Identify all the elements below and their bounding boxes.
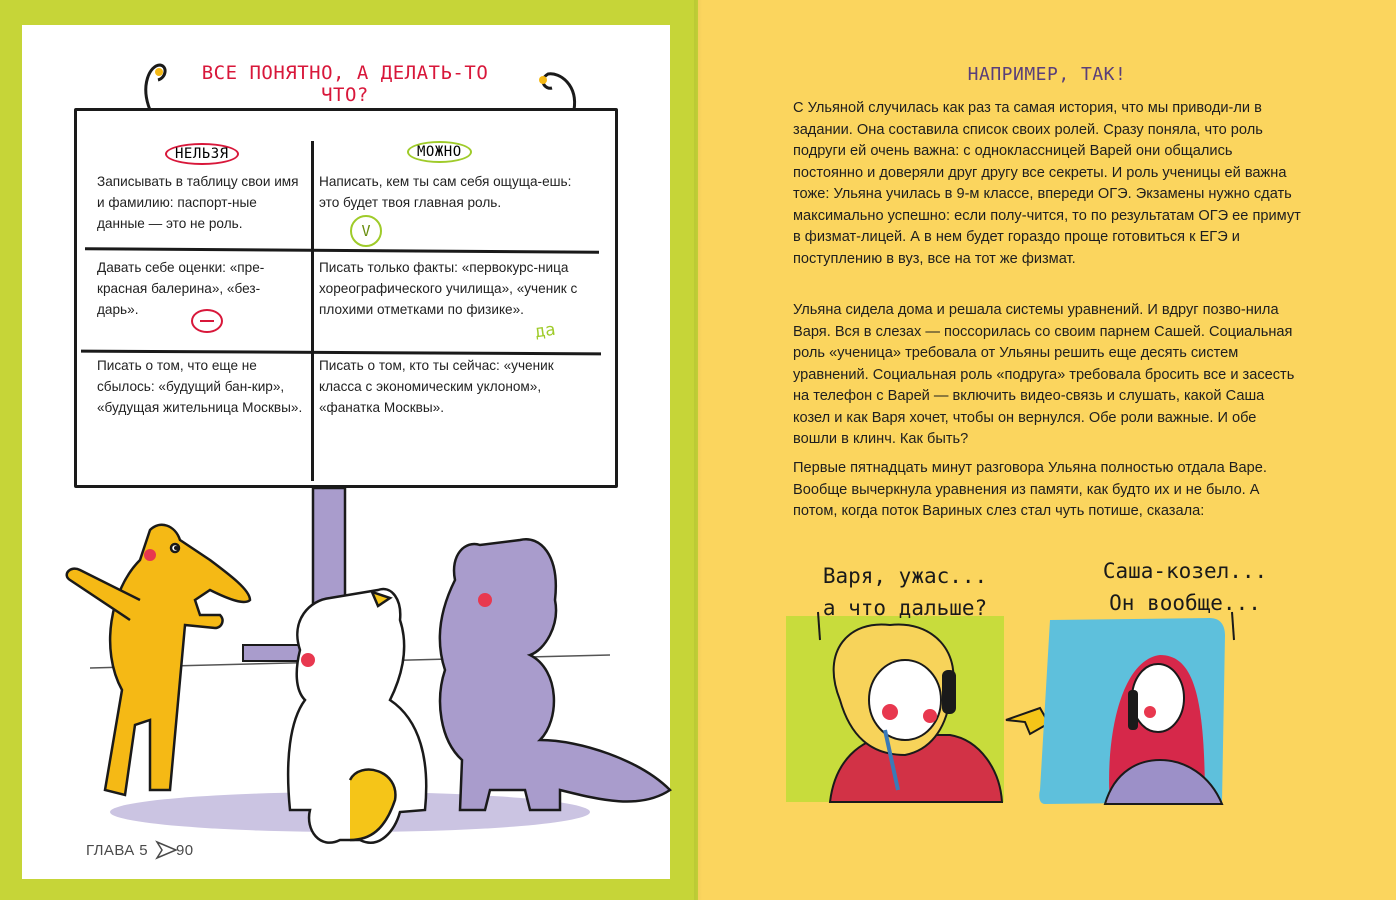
paragraph-1: С Ульяной случилась как раз та самая история, что мы приводи-ли в задании. Она составила список своих ролей. Сразу поняла, что роль подруги ей очень важна: с одноклассницей Варей они общались постоянно и доверяли друг другу все секреты. И роль ученицы ей важна тоже: Ульяна училась в 9-м классе, впереди ОГЭ. Экзамены нужно сдать максимально успешно: если полу-чится, то по результатам ОГЭ ее примут в физмат-лицей. А в нем будет гораздо проще готовиться к ЕГЭ и поступлению в вуз, все на тот же физмат. (793, 100, 1301, 267)
yes-note: да (533, 319, 557, 343)
purple-cat-illustration (440, 539, 670, 810)
column-label-no: НЕЛЬЗЯ (165, 143, 239, 165)
board-divider-vertical (311, 141, 314, 481)
bubble-line: а что дальше? (822, 596, 988, 620)
speech-bubble-varya (1070, 555, 1300, 619)
bubble-line: Он вообще... (1109, 591, 1261, 615)
paragraph-3: Первые пятнадцать минут разговора Ульяна полностью отдала Варе. Вообще вычеркнула уравнения из памяти, как будто их и не было. А потом, когда поток Вариных слез стал чуть потише, сказала: (793, 460, 1267, 519)
rule-yes-1: Написать, кем ты сам себя ощуща-ешь: это будет твоя главная роль. (319, 174, 572, 210)
rules-board (74, 108, 618, 488)
bubble-line: Саша-козел... (1102, 559, 1268, 583)
rule-yes-2: Писать только факты: «первокурс-ница хореографического училища», «ученик с плохими отметками по физике». (319, 260, 578, 317)
dog-illustration (67, 525, 250, 795)
column-label-yes: МОЖНО (407, 141, 472, 163)
paragraph-2: Ульяна сидела дома и решала системы уравнений. И вдруг позво-нила Варя. Вся в слезах — поссорилась со своим парнем Сашей. Социальная роль «ученица» требовала от Ульяны решить еще десять систем уравнений. Социальная роль «подруга» требовала бросить все и засесть на телефон с Варей — включить видео-связь и слушать, какой Саша козел и как Варя хочет, чтобы он вернулся. Обе роли важные. И обе вошли в клинч. Как быть? (793, 302, 1295, 447)
chapter-label: ГЛАВА 5 (86, 842, 148, 859)
left-page-title: ВСЕ ПОНЯТНО, А ДЕЛАТЬ-ТО ЧТО? (201, 62, 489, 106)
rule-no-1: Записывать в таблицу свои имя и фамилию: паспорт-ные данные — это не роль. (97, 174, 299, 231)
rule-no-3: Писать о том, что еще не сбылось: «будущий бан-кир», «будущая жительница Москвы». (97, 358, 303, 415)
page-number: 90 (175, 842, 194, 859)
bubble-line: Варя, ужас... (822, 564, 988, 588)
minus-mark (191, 309, 223, 333)
speech-bubble-ulyana (800, 560, 1010, 624)
panel-varya (1039, 618, 1225, 804)
white-cat-illustration (288, 589, 426, 843)
rule-no-2: Давать себе оценки: «пре-красная балерина», «без-дарь». (97, 260, 265, 317)
check-mark: V (350, 215, 382, 247)
panel-ulyana (786, 616, 1004, 802)
rule-yes-3: Писать о том, кто ты сейчас: «ученик класса с экономическим уклоном», «фанатка Москвы». (319, 358, 554, 415)
right-page-title: НАПРИМЕР, ТАК! (967, 64, 1127, 85)
page-footer (86, 842, 193, 859)
board-divider-row1 (85, 247, 599, 254)
